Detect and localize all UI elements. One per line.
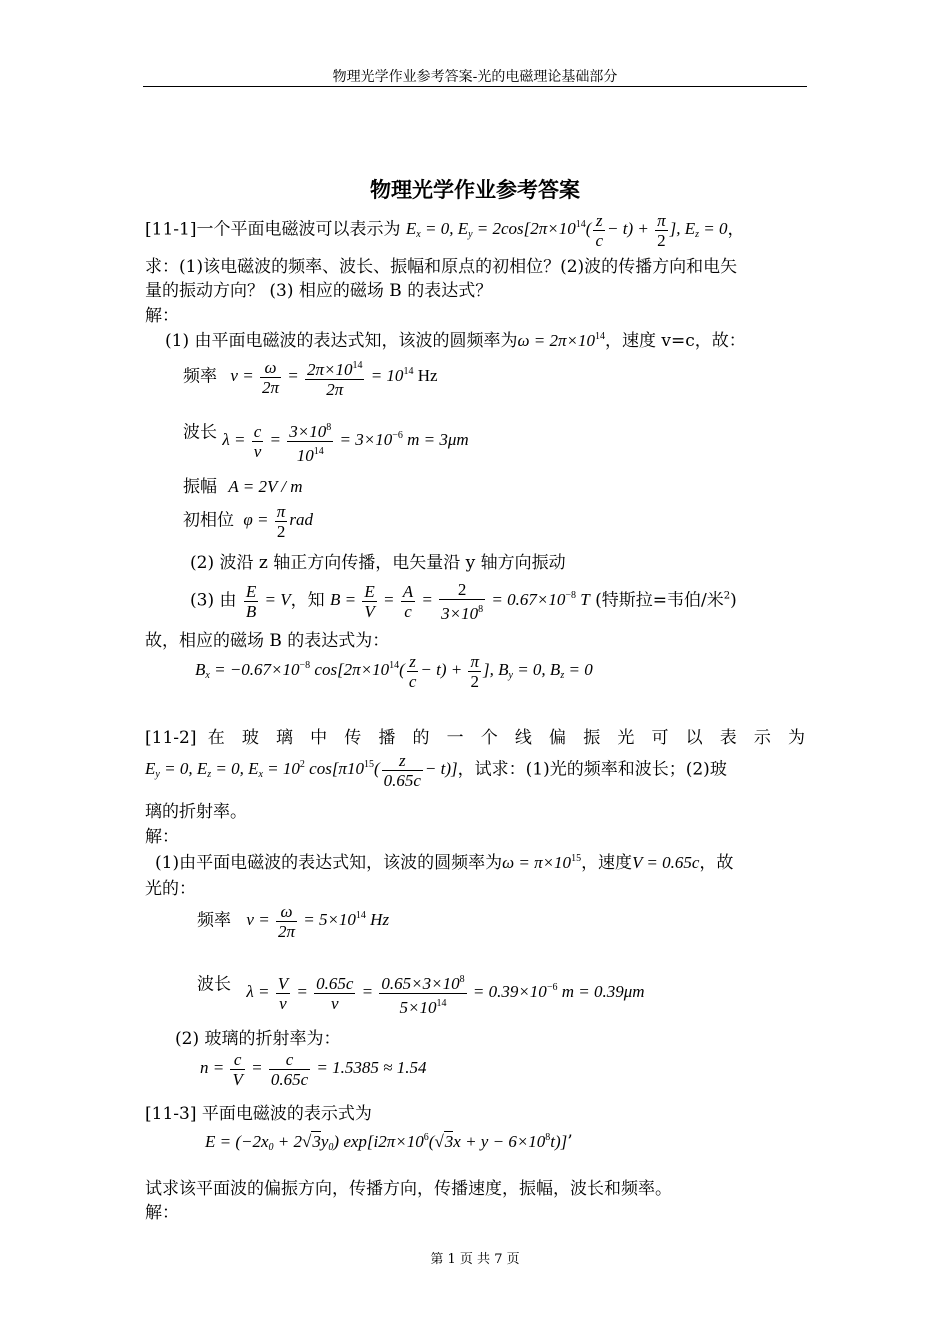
problem-11-1-intro: [11-1]一个平面电磁波可以表示为 $E_x = 0$, $E_y = 2\cos[2\pi\times 10^{14}$( $\frac{z}{c}$ − t) + $\frac{\pi}{2}$ ], $E_z = 0$，: [145, 211, 745, 250]
problem-11-2-question-2: 璃的折射率。: [145, 802, 247, 822]
refractive-index-line: n = $\frac{c}{V}$ = $\frac{c}{0.65c}$ = 1.5385 ≈ 1.54: [200, 1050, 427, 1089]
amplitude-line: 振幅 A = 2V / m: [183, 477, 303, 497]
problem-11-1-question: 求：(1)该电磁波的频率、波长、振幅和原点的初相位？(2)波的传播方向和电矢: [145, 257, 738, 277]
solution-11-2-part1: (1)由平面电磁波的表达式知，该波的圆频率为$\omega = \pi\times 10^{15}$，速度V = 0.65c，故: [155, 853, 734, 873]
equation-11-3: $E = (-2x_0 + 2√3y_0) \exp[i2\pi\times 10^6(√3x + y - 6\times 10^8t)]$’: [205, 1132, 573, 1153]
solution-11-1-conclusion: 故，相应的磁场 B 的表达式为：: [145, 631, 390, 651]
solution-11-1-part2: (2) 波沿 z 轴正方向传播，电矢量沿 y 轴方向振动: [190, 553, 566, 573]
header-rule: [143, 86, 807, 87]
problem-11-3-question: 试求该平面波的偏振方向，传播方向，传播速度，振幅，波长和频率。: [145, 1179, 672, 1199]
frequency-line-2: 频率 v = $\frac{\omega}{2\pi}$ = $5\times 10^{14}$ Hz: [197, 902, 390, 941]
page-footer: 第 1 页 共 7 页: [430, 1252, 520, 1267]
running-header: 物理光学作业参考答案-光的电磁理论基础部分: [332, 69, 618, 85]
initial-phase-line: 初相位 φ = $\frac{\pi}{2}$ rad: [183, 502, 313, 541]
solution-11-2-part2: (2) 玻璃的折射率为：: [175, 1029, 341, 1049]
solution-11-1-part3: (3) 由 $\frac{E}{B}$ = V，知 B = $\frac{E}{V}$ = $\frac{A}{c}$ = $\frac{2}{3\times 10^8}$ = $0.67\times 10^{-8}$ T (特斯拉=韦伯/米$^2$): [190, 580, 737, 623]
solution-label-2: 解：: [145, 827, 179, 847]
solution-label-3: 解：: [145, 1203, 179, 1223]
wavelength-line: 波长 λ = $\frac{c}{v}$ = $\frac{3\times 10^8}{10^{14}}$ = $3\times 10^{-6}$ m = 3μm: [183, 410, 469, 457]
problem-11-2-equation-line: $E_y = 0$, $E_z = 0$, $E_x = 10^2$ $\cos[\pi 10^{15}$( $\frac{z}{0.65c}$ − t)]，试求：(1)光的频率和波长；(2)玻: [145, 751, 727, 790]
page-title: 物理光学作业参考答案: [370, 177, 580, 202]
problem-11-3-intro: [11-3] 平面电磁波的表示式为: [145, 1104, 372, 1124]
solution-11-2-part1-cont: 光的：: [145, 879, 196, 899]
problem-11-1-question-2: 量的振动方向？ (3) 相应的磁场 B 的表达式？: [145, 281, 493, 301]
equation-e-field-11-1: $E_x = 0$, $E_y = 2\cos[2\pi\times 10^{14}$( $\frac{z}{c}$ − t) + $\frac{\pi}{2}$ ], $E_z = 0$: [405, 211, 728, 250]
equation-b-field-11-1: $B_x = -0.67\times 10^{-8}$ $\cos[2\pi\times 10^{14}$( $\frac{z}{c}$ − t) + $\frac{\pi}{2}$ ], $B_y = 0$, $B_z = 0$: [195, 652, 593, 691]
wavelength-line-2: 波长 λ = $\frac{V}{v}$ = $\frac{0.65c}{v}$ = $\frac{0.65\times 3\times 10^8}{5\times 10^{14}}$ = $0.39\times 10^{-6}$ m = 0.39μm: [197, 962, 645, 1009]
solution-label: 解：: [145, 306, 179, 326]
solution-11-1-part1: (1) 由平面电磁波的表达式知，该波的圆频率为$\omega = 2\pi\times 10^{14}$，速度 v=c，故：: [165, 331, 746, 351]
problem-11-2-intro: [11-2] 在 玻 璃 中 传 播 的 一 个 线 偏 振 光 可 以 表 示 为: [145, 728, 805, 748]
frequency-line: 频率 v = $\frac{\omega}{2\pi}$ = $\frac{2\pi\times 10^{14}}{2\pi}$ = $10^{14}$ Hz: [183, 358, 438, 399]
